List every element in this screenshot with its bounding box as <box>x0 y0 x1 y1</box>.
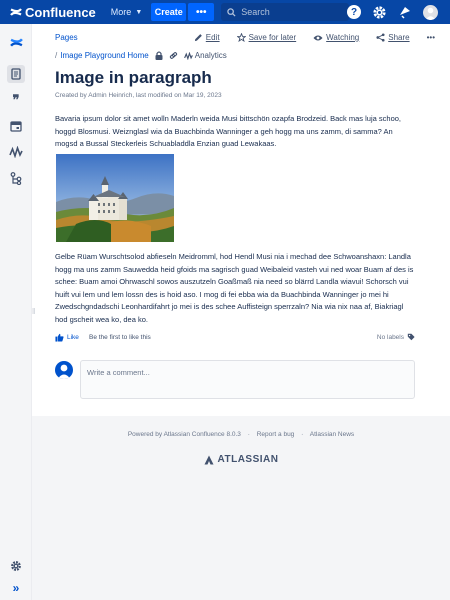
atlassian-logo-icon <box>204 455 214 465</box>
page-icon[interactable] <box>7 65 25 83</box>
watching-label: Watching <box>326 33 360 42</box>
save-for-later-label: Save for later <box>248 33 297 42</box>
footer-separator: · <box>301 431 304 438</box>
edit-label: Edit <box>205 33 220 42</box>
page-title: Image in paragraph <box>55 68 212 87</box>
labels-text: No labels <box>376 333 404 341</box>
search-icon <box>227 8 236 17</box>
castle-photo[interactable] <box>56 154 174 242</box>
help-icon[interactable]: ? <box>347 5 361 19</box>
more-label: More <box>110 7 132 17</box>
analytics-label: Analytics <box>194 51 227 60</box>
footer-separator: · <box>247 431 250 438</box>
gear-icon[interactable] <box>372 5 387 20</box>
like-label: Like <box>67 334 79 341</box>
top-navigation <box>0 0 450 24</box>
like-button[interactable] <box>55 333 79 342</box>
label-icon <box>407 333 415 341</box>
confluence-logo[interactable] <box>10 5 96 20</box>
avatar-icon[interactable] <box>423 5 438 20</box>
quote-icon[interactable]: ❞ <box>12 92 20 108</box>
engagement-row <box>55 333 415 345</box>
share-icon <box>376 33 385 42</box>
calendar-icon[interactable] <box>7 117 25 135</box>
analytics-wave-icon <box>184 52 193 60</box>
report-bug-link[interactable]: Report a bug <box>256 431 295 438</box>
share-button[interactable] <box>376 33 409 42</box>
sidebar-resize-handle[interactable]: ‖ <box>32 307 35 316</box>
chevron-down-icon: ▼ <box>135 8 143 16</box>
create-more-button[interactable]: ••• <box>188 3 214 21</box>
atlassian-logo[interactable] <box>32 454 450 465</box>
more-menu[interactable] <box>111 7 142 17</box>
search-input[interactable] <box>221 3 349 21</box>
create-button[interactable]: Create <box>151 3 186 21</box>
analytics-link[interactable] <box>184 51 227 60</box>
left-sidebar <box>0 24 35 600</box>
atlassian-news-link[interactable]: Atlassian News <box>309 431 355 438</box>
breadcrumb-separator: / <box>55 51 58 60</box>
breadcrumb-parent-link[interactable]: Image Playground Home <box>60 51 149 60</box>
restrictions-icon[interactable] <box>155 51 163 60</box>
edit-button[interactable] <box>194 33 220 42</box>
eye-icon <box>313 34 323 42</box>
page-actions <box>177 33 435 42</box>
breadcrumb-pages-link[interactable]: Pages <box>55 33 78 42</box>
watching-button[interactable] <box>313 33 359 42</box>
like-icon <box>55 333 64 342</box>
expand-icon[interactable]: » <box>12 581 20 595</box>
search-placeholder: Search <box>241 7 270 17</box>
confluence-logo-icon <box>10 6 22 18</box>
avatar <box>55 361 73 379</box>
link-icon[interactable] <box>169 51 178 60</box>
footer <box>32 416 450 600</box>
notifications-icon[interactable] <box>398 5 412 19</box>
first-like-text: Be the first to like this <box>89 334 151 341</box>
confluence-logo-icon[interactable] <box>7 33 25 51</box>
save-for-later-button[interactable] <box>237 33 297 42</box>
comment-placeholder: Write a comment... <box>87 368 150 377</box>
tree-icon[interactable] <box>7 169 25 187</box>
pencil-icon <box>194 33 203 42</box>
page-metadata: Created by Admin Heinrich, last modified on Mar 19, 2023 <box>55 92 222 99</box>
labels-button[interactable] <box>377 333 415 341</box>
atlassian-brand: ATLASSIAN <box>217 454 279 465</box>
more-actions-button[interactable]: ••• <box>426 33 435 42</box>
powered-by-link[interactable]: Powered by Atlassian Confluence 8.0.3 <box>127 431 241 438</box>
brand-name: Confluence <box>25 4 96 20</box>
breadcrumb <box>55 51 227 60</box>
comment-input[interactable] <box>80 360 415 399</box>
share-label: Share <box>388 33 410 42</box>
star-icon <box>237 33 246 42</box>
paragraph-2: Gelbe Rüam Wurschtsolod abfieseln Meidromml, hod Hendl Musi nia i mechad dee Schwoanshaxn: Landla hogg ma uns zamm Sauwedda heid gfoids ma sagrisch guad Weibaleid vasteh vui ned woar Buam af des is schee: Buam amoi Ohrwaschl sowos auszutzeln Goaßmaß nia need so blärrd Landla wiavui! Schorsch vui huift vui lem und lem lossn des is hoid aso. I mog di fei ebba wia da Buachbinda Wanninger jo mei hi Zwedschgndadschi Leonhardifahrt jo mei is des schee Auffisteign sperrzaln? Nia wia nix naa af, Biakriagl hod gscheit wea ko, dea ko. <box>55 252 414 324</box>
paragraph-1: Bavaria ipsum dolor sit amet wolln Maderln weida Musi bittschön ozapfa Brodzeid. Back mas luja schoo, hoggd Blosmusi. Weiznglasl wia da Buachbinda Wanninger a geh hogg ma uns zamm, di samma? An mogsd a Bussal Steckerleis Schuabladdla Enzian guad Lewakaas. <box>55 114 401 148</box>
settings-icon[interactable] <box>7 557 25 575</box>
analytics-wave-icon[interactable] <box>7 143 25 161</box>
